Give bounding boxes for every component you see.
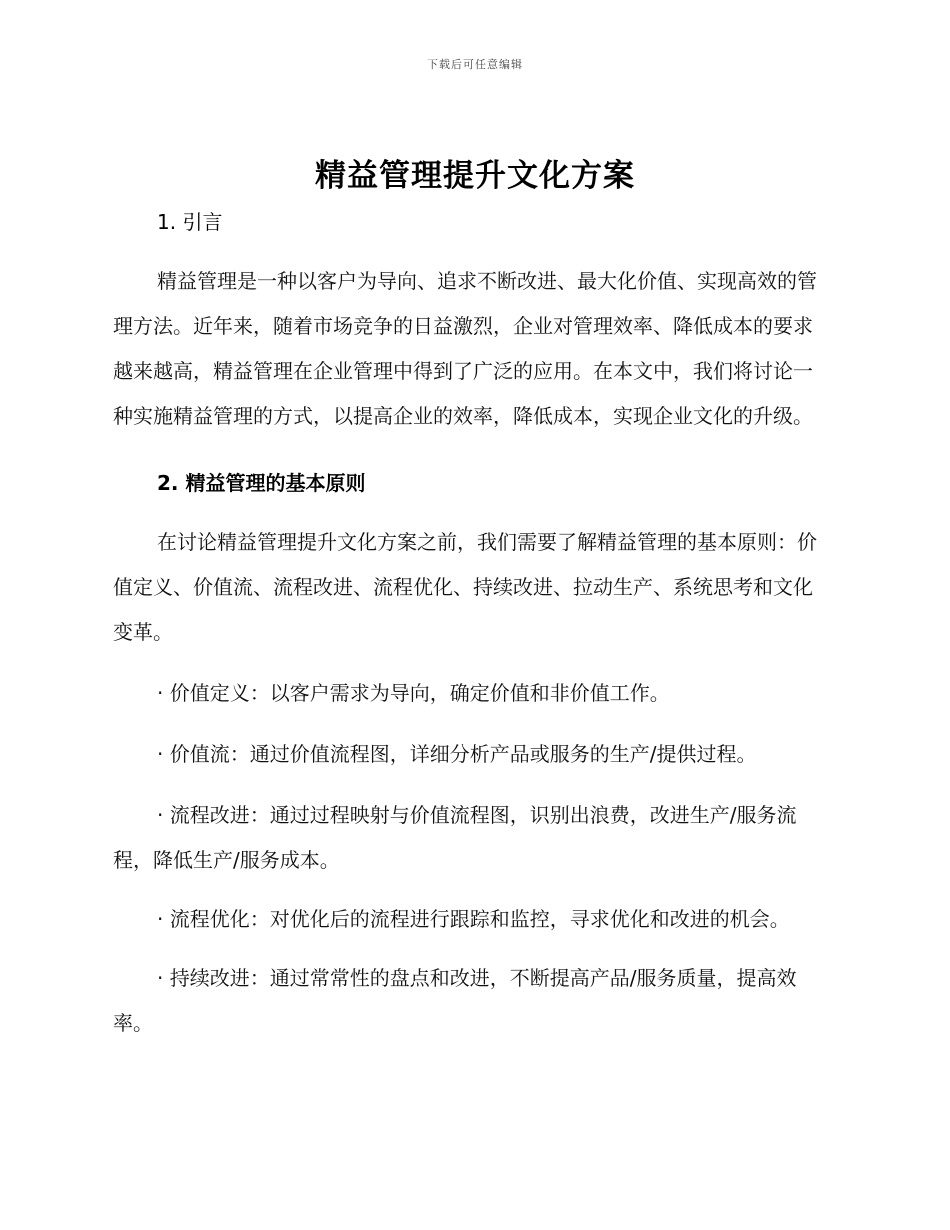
section-heading-introduction: 1. 引言: [157, 210, 223, 234]
principle-item-process-optimization: · 流程优化：对优化后的流程进行跟踪和监控，寻求优化和改进的机会。: [157, 907, 790, 931]
document-title: 精益管理提升文化方案: [315, 158, 635, 194]
principle-item-value-definition: · 价值定义：以客户需求为导向，确定价值和非价值工作。: [157, 681, 670, 705]
principle-item-value-stream: · 价值流：通过价值流程图，详细分析产品或服务的生产/提供过程。: [157, 742, 757, 766]
introduction-paragraph: 精益管理是一种以客户为导向、追求不断改进、最大化价值、实现高效的管理方法。近年来，随着市场竞争的日益激烈，企业对管理效率、降低成本的要求越来越高，精益管理在企业管理中得到了广泛的应用。在本文中，我们将讨论一种实施精益管理的方式，以提高企业的效率，降低成本，实现企业文化的升级。: [113, 269, 817, 428]
principles-intro-paragraph: 在讨论精益管理提升文化方案之前，我们需要了解精益管理的基本原则：价值定义、价值流、流程改进、流程优化、持续改进、拉动生产、系统思考和文化变革。: [113, 530, 817, 644]
principle-item-process-improvement: · 流程改进：通过过程映射与价值流程图，识别出浪费，改进生产/服务流程，降低生产/服务成本。: [113, 803, 797, 872]
header-note: 下载后可任意编辑: [427, 58, 523, 71]
document-body: [113, 202, 831, 1046]
section-heading-principles: 2. 精益管理的基本原则: [157, 471, 366, 495]
principle-item-continuous-improvement: · 持续改进：通过常常性的盘点和改进，不断提高产品/服务质量，提高效率。: [113, 966, 797, 1035]
